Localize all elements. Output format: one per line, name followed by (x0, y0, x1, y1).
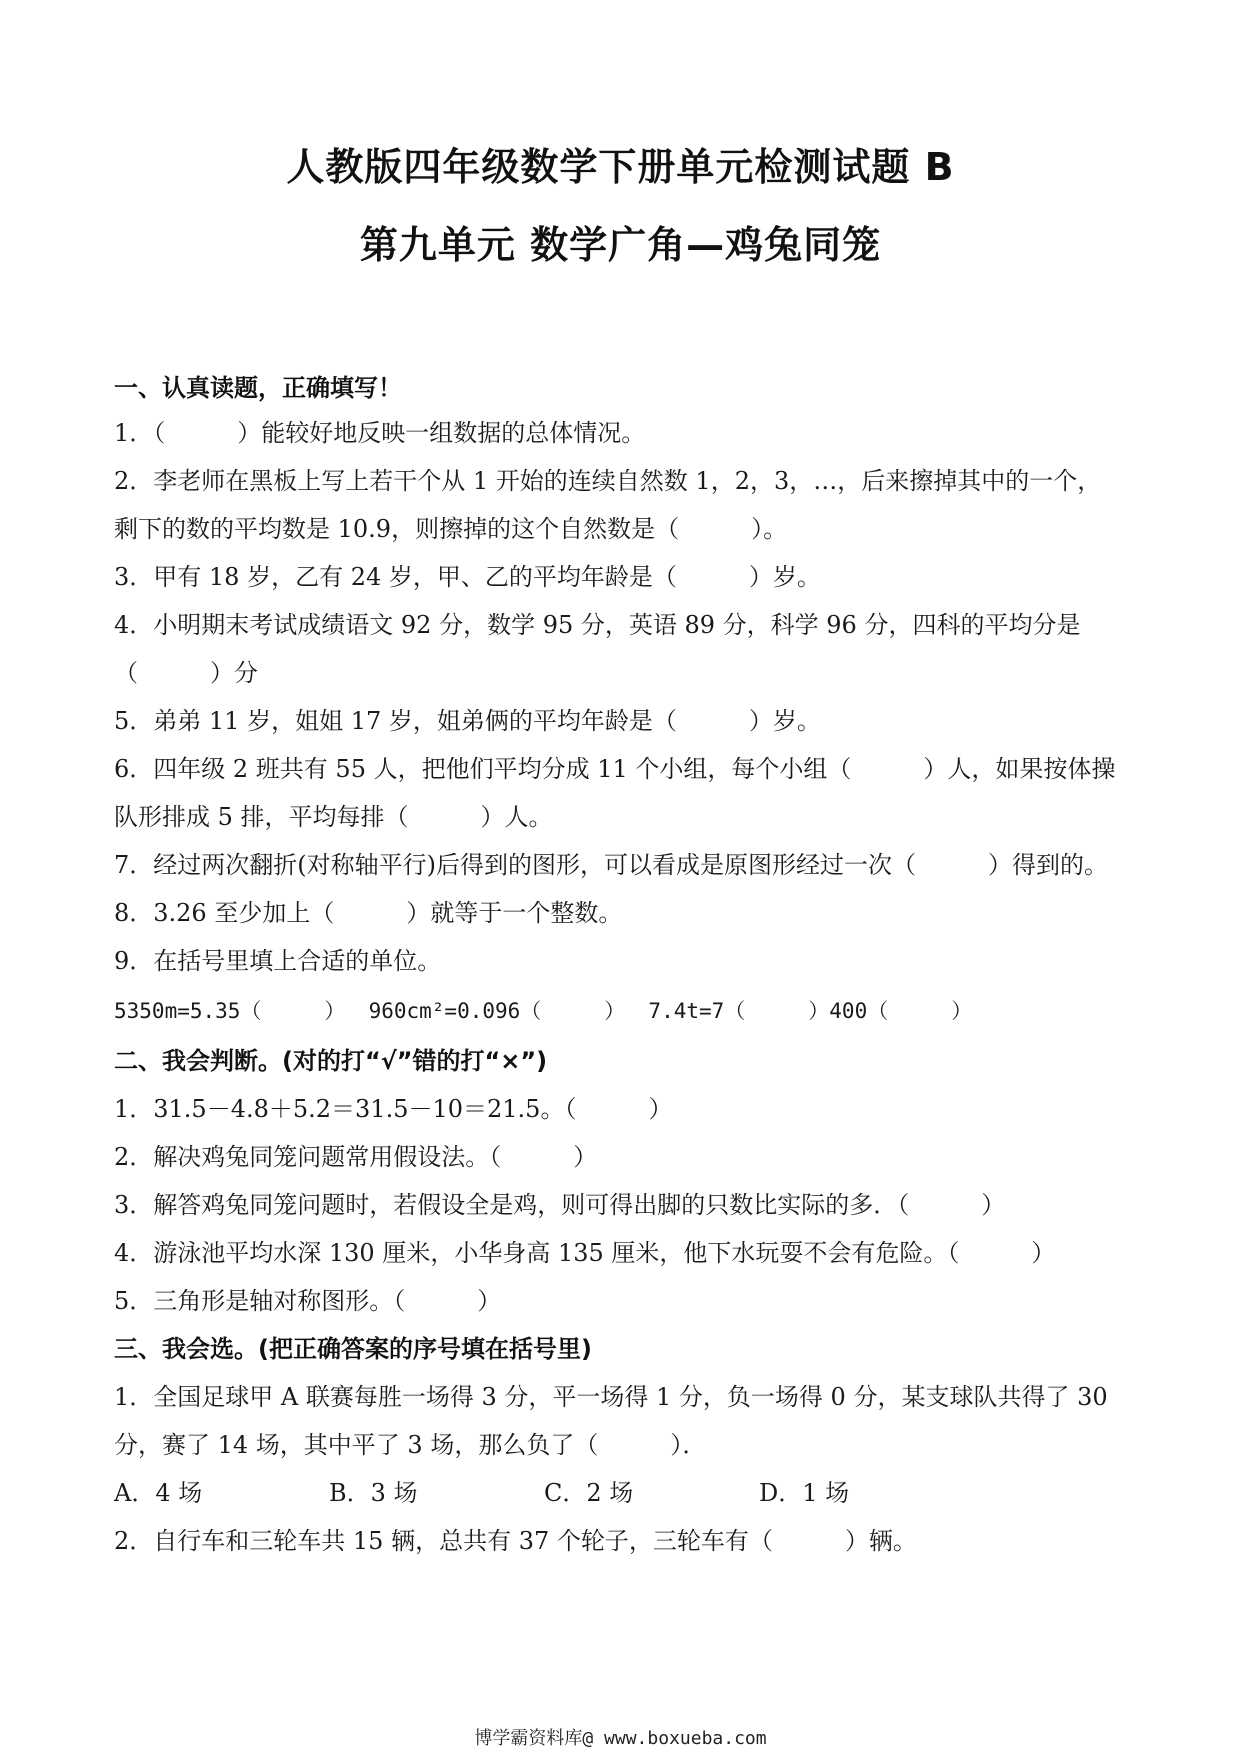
unit-fill-line: 5350m=5.35（ ） 960cm²=0.096（ ） 7.4t=7（ ）400（ ） (114, 999, 973, 1023)
option-a: A．4 场 (114, 1479, 203, 1507)
question-line: 6．四年级 2 班共有 55 人，把他们平均分成 11 个小组，每个小组（ ）人，如果按体操 (114, 755, 1116, 783)
question-line: 8．3.26 至少加上（ ）就等于一个整数。 (114, 899, 623, 927)
judgement-line: 4．游泳池平均水深 130 厘米，小华身高 135 厘米，他下水玩耍不会有危险。（ ） (114, 1239, 1056, 1267)
option-b: B．3 场 (329, 1479, 418, 1507)
judgement-line: 5．三角形是轴对称图形。（ ） (114, 1287, 502, 1315)
question-line: 9．在括号里填上合适的单位。 (114, 947, 442, 975)
judgement-line: 1．31.5－4.8＋5.2＝31.5－10＝21.5。（ ） (114, 1095, 673, 1123)
question-line: 2．李老师在黑板上写上若干个从 1 开始的连续自然数 1，2，3，…，后来擦掉其中的一个， (114, 467, 1102, 495)
judgement-line: 2．解决鸡兔同笼问题常用假设法。（ ） (114, 1143, 598, 1171)
option-d: D．1 场 (759, 1479, 850, 1507)
choice-question-line: 2．自行车和三轮车共 15 辆，总共有 37 个轮子，三轮车有（ ）辆。 (114, 1527, 917, 1555)
section-3-heading: 三、我会选。(把正确答案的序号填在括号里) (114, 1335, 592, 1363)
footer-watermark: 博学霸资料库@ www.boxueba.com (474, 1728, 767, 1749)
choice-question-line: 1．全国足球甲 A 联赛每胜一场得 3 分，平一场得 1 分，负一场得 0 分，某支球队共得了 30 (114, 1383, 1108, 1411)
section-1-heading: 一、认真读题，正确填写！ (114, 374, 402, 402)
question-line: 队形排成 5 排，平均每排（ ）人。 (114, 803, 553, 831)
question-line: 5．弟弟 11 岁，姐姐 17 岁，姐弟俩的平均年龄是（ ）岁。 (114, 707, 821, 735)
option-c: C．2 场 (544, 1479, 634, 1507)
choice-question-line: 分，赛了 14 场，其中平了 3 场，那么负了（ ）． (114, 1431, 707, 1459)
page-subtitle: 第九单元 数学广角—鸡兔同笼 (359, 223, 882, 267)
question-line: （ ）分 (114, 659, 258, 687)
page-title: 人教版四年级数学下册单元检测试题 B (286, 145, 955, 189)
question-line: 7．经过两次翻折(对称轴平行)后得到的图形，可以看成是原图形经过一次（ ）得到的。 (114, 851, 1108, 879)
section-2-heading: 二、我会判断。(对的打“√”错的打“×”) (114, 1047, 548, 1075)
question-line: 3．甲有 18 岁，乙有 24 岁，甲、乙的平均年龄是（ ）岁。 (114, 563, 821, 591)
judgement-line: 3．解答鸡兔同笼问题时，若假设全是鸡，则可得出脚的只数比实际的多．（ ） (114, 1191, 1006, 1219)
question-line: 4．小明期末考试成绩语文 92 分，数学 95 分，英语 89 分，科学 96 分，四科的平均分是 (114, 611, 1081, 639)
question-line: 剩下的数的平均数是 10.9，则擦掉的这个自然数是（ ）。 (114, 515, 788, 543)
choice-options (114, 1478, 974, 1508)
question-line: 1．（ ）能较好地反映一组数据的总体情况。 (114, 419, 646, 447)
